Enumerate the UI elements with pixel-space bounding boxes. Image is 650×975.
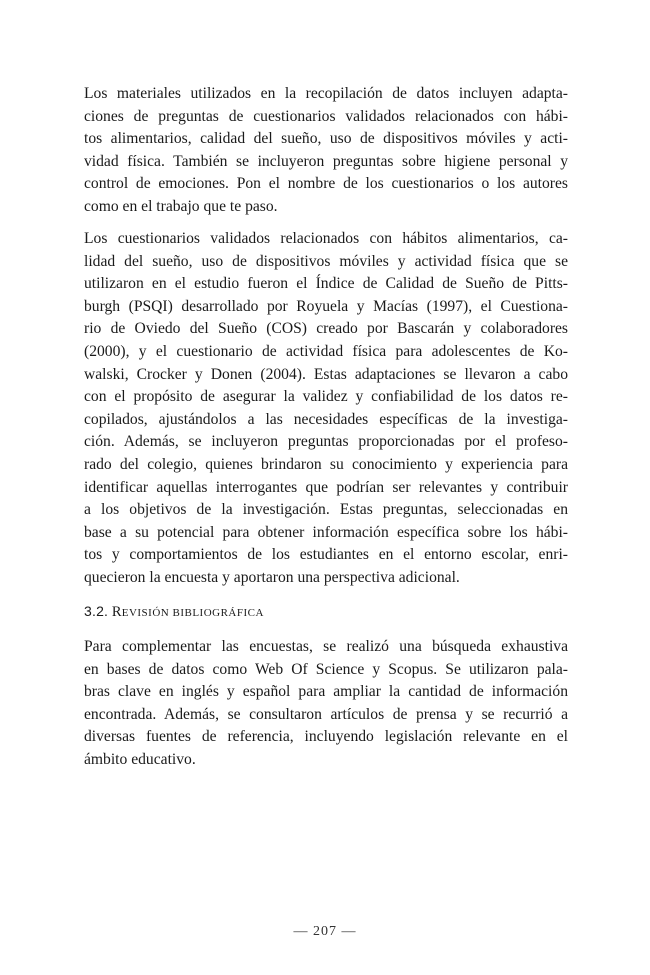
paragraph-line: rio de Oviedo del Sueño (COS) creado por Bascarán y colaboradores [84, 320, 568, 338]
paragraph-line: base a su potencial para obtener información específica sobre los hábi- [84, 523, 568, 541]
section-title [112, 605, 264, 620]
paragraph-line: control de emociones. Pon el nombre de los cuestionarios o los autores [84, 175, 568, 193]
paragraph-literature-review [84, 636, 568, 772]
paragraph-line: Los cuestionarios validados relacionados con hábitos alimentarios, ca- [84, 230, 568, 247]
paragraph-line: walski, Crocker y Donen (2004). Estas adaptaciones se llevaron a cabo [84, 365, 568, 383]
section-heading [84, 601, 264, 623]
paragraph-line: identificar aquellas interrogantes que podrían ser relevantes y contribuir [84, 478, 568, 496]
paragraph-line: a los objetivos de la investigación. Estas preguntas, seleccionadas en [84, 501, 568, 519]
paragraph-line: rado del colegio, quienes brindaron su conocimiento y experiencia para [84, 455, 568, 473]
paragraph-line: encontrada. Además, se consultaron artículos de prensa y se recurrió a [84, 705, 568, 723]
paragraph-line: en bases de datos como Web Of Science y Scopus. Se utilizaron pala- [84, 660, 568, 678]
paragraph-line: burgh (PSQI) desarrollado por Royuela y Macías (1997), el Cuestiona- [84, 297, 568, 315]
paragraph-line: tos alimentarios, calidad del sueño, uso de dispositivos móviles y acti- [84, 130, 568, 148]
paragraph-line: ciones de preguntas de cuestionarios validados relacionados con hábi- [84, 107, 568, 125]
paragraph-line: con el propósito de asegurar la validez y confiabilidad de los datos re- [84, 388, 568, 406]
section-title-initial: R [111, 604, 122, 620]
paragraph-line: ción. Además, se incluyeron preguntas proporcionadas por el profeso- [84, 433, 568, 451]
paragraph-line: Los materiales utilizados en la recopilación de datos incluyen adapta- [84, 85, 568, 102]
section-title-rest: EVISIÓN BIBLIOGRÁFICA [121, 607, 264, 619]
paragraph-validated-questionnaires [84, 228, 568, 590]
paragraph-line: copilados, ajustándolos a las necesidades específicas de la investiga- [84, 410, 568, 428]
paragraph-line: (2000), y el cuestionario de actividad física para adolescentes de Ko- [84, 342, 568, 360]
paragraph-line: bras clave en inglés y español para ampliar la cantidad de información [84, 683, 568, 701]
section-number: 3.2. [84, 603, 109, 619]
paragraph-line: quecieron la encuesta y aportaron una perspectiva adicional. [84, 568, 460, 586]
paragraph-materials [84, 83, 568, 219]
paragraph-line: como en el trabajo que te paso. [84, 197, 278, 215]
paragraph-line: Para complementar las encuestas, se realizó una búsqueda exhaustiva [84, 638, 568, 655]
paragraph-line: vidad física. También se incluyeron preguntas sobre higiene personal y [84, 152, 568, 170]
paragraph-line: ámbito educativo. [84, 750, 196, 768]
paragraph-line: utilizaron en el estudio fueron el Índice de Calidad de Sueño de Pitts- [84, 275, 568, 293]
paragraph-line: tos y comportamientos de los estudiantes en el entorno escolar, enri- [84, 546, 568, 564]
paragraph-line: diversas fuentes de referencia, incluyendo legislación relevante en el [84, 728, 568, 746]
paragraph-line: lidad del sueño, uso de dispositivos móviles y actividad física que se [84, 252, 568, 270]
page-number: — 207 — [293, 924, 357, 939]
